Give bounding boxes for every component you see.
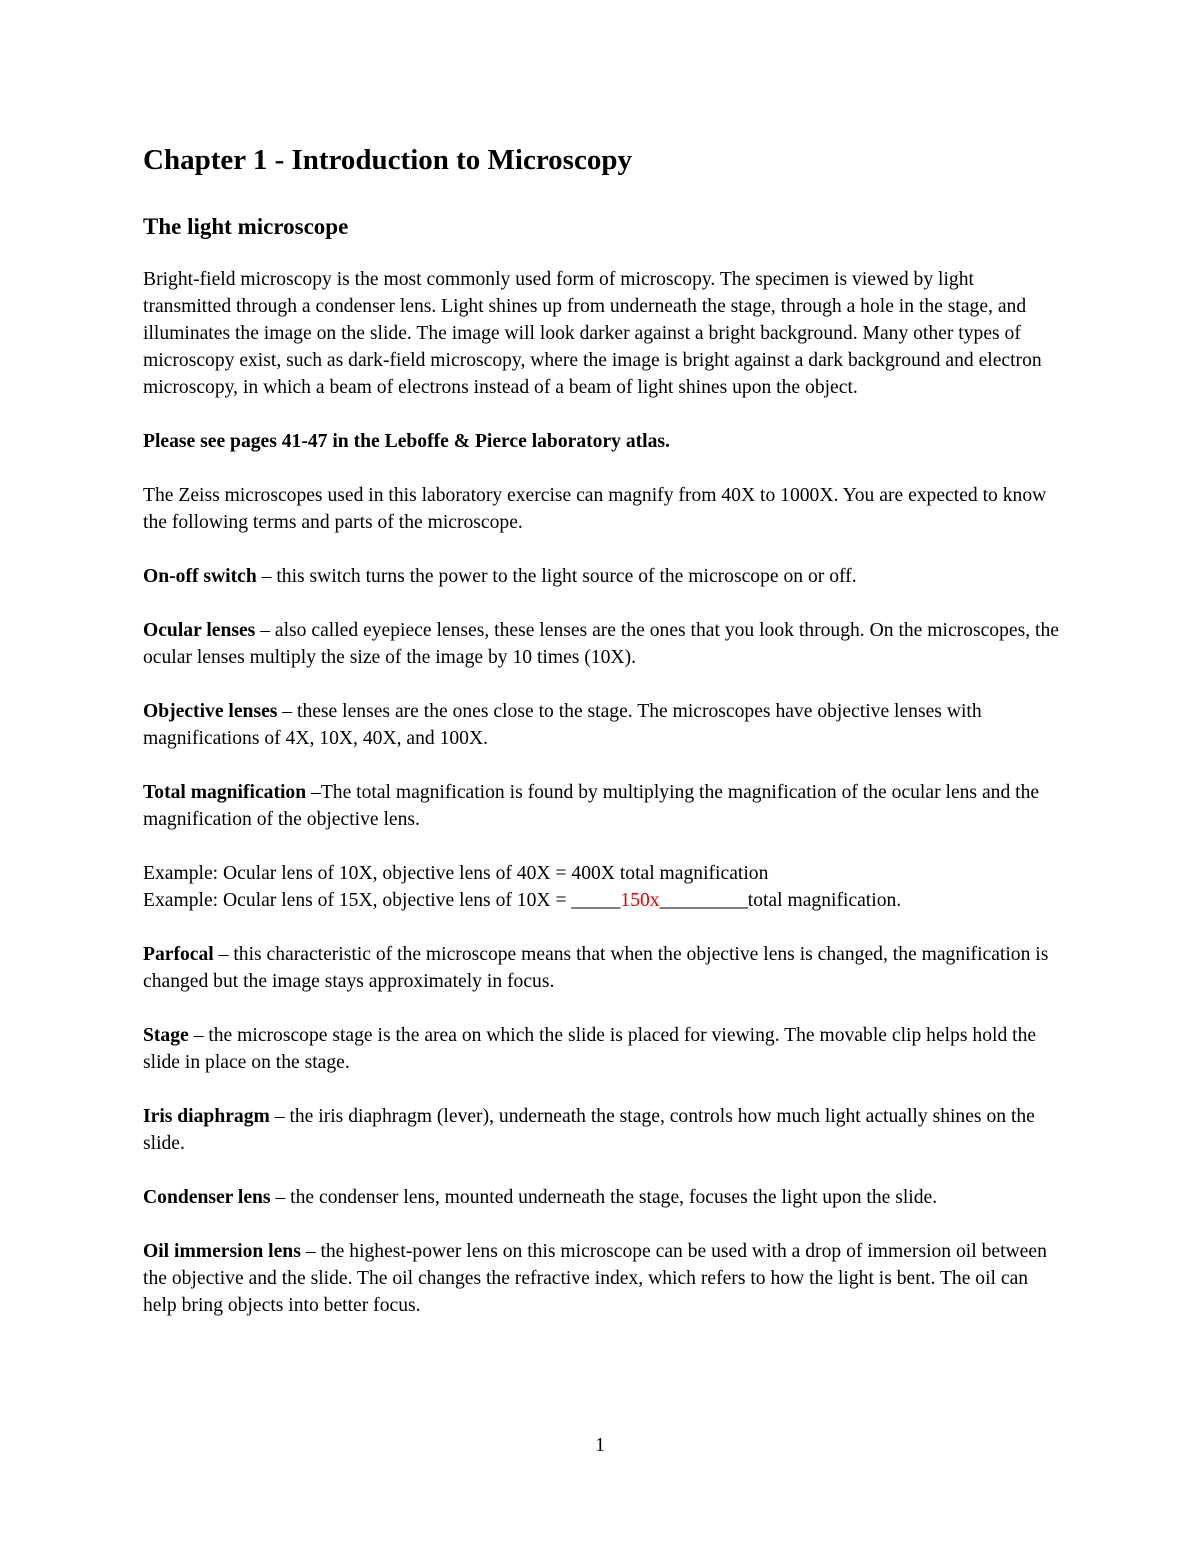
term-definition: – the microscope stage is the area on which the slide is placed for viewing. The movable clip helps hold the slide in place on the stage. [143, 1025, 1037, 1073]
term-iris-diaphragm [143, 1103, 1063, 1157]
term-definition: – this switch turns the power to the light source of the microscope on or off. [256, 566, 857, 587]
term-label: Stage [143, 1025, 189, 1046]
example-2-answer: 150x [620, 890, 660, 911]
term-parfocal [143, 941, 1063, 995]
atlas-note: Please see pages 41-47 in the Leboffe & Pierce laboratory atlas. [143, 431, 670, 452]
zeiss-paragraph: The Zeiss microscopes used in this laboratory exercise can magnify from 40X to 1000X. You are expected to know the following terms and parts of the microscope. [143, 485, 1047, 533]
term-label: Objective lenses [143, 701, 278, 722]
term-definition: – also called eyepiece lenses, these lenses are the ones that you look through. On the microscopes, the ocular lenses multiply the size of the image by 10 times (10X). [143, 620, 1059, 668]
term-condenser-lens [143, 1184, 1063, 1211]
term-definition: – these lenses are the ones close to the stage. The microscopes have objective lenses with magnifications of 4X, 10X, 40X, and 100X. [143, 701, 982, 749]
term-label: Oil immersion lens [143, 1241, 301, 1262]
term-ocular-lenses [143, 617, 1063, 671]
term-label: Parfocal [143, 944, 214, 965]
term-definition: – this characteristic of the microscope means that when the objective lens is changed, the magnification is changed but the image stays approximately in focus. [143, 944, 1049, 992]
example-1: Example: Ocular lens of 10X, objective lens of 40X = 400X total magnification [143, 863, 769, 884]
document-page [143, 140, 1063, 1346]
term-objective-lenses [143, 698, 1063, 752]
example-2-prefix: Example: Ocular lens of 15X, objective lens of 10X = _____ [143, 890, 621, 911]
example-2-suffix: _________total magnification. [659, 890, 902, 911]
term-definition: – the highest-power lens on this microscope can be used with a drop of immersion oil between the objective and the slide. The oil changes the refractive index, which refers to how the light is bent. The oil can help bring objects into better focus. [143, 1241, 1047, 1316]
term-total-magnification [143, 779, 1063, 833]
term-label: Total magnification [143, 782, 307, 803]
example-2 [143, 887, 1063, 914]
chapter-title: Chapter 1 - Introduction to Microscopy [143, 144, 632, 176]
term-label: Iris diaphragm [143, 1106, 270, 1127]
term-oil-immersion-lens [143, 1238, 1063, 1319]
term-label: Ocular lenses [143, 620, 256, 641]
term-onoff-switch [143, 563, 1063, 590]
page-number: 1 [595, 1435, 605, 1456]
term-definition: – the condenser lens, mounted underneath the stage, focuses the light upon the slide. [270, 1187, 938, 1208]
term-label: On-off switch [143, 566, 257, 587]
section-title: The light microscope [143, 214, 349, 239]
term-stage [143, 1022, 1063, 1076]
term-label: Condenser lens [143, 1187, 271, 1208]
term-definition: – the iris diaphragm (lever), underneath the stage, controls how much light actually shines on the slide. [143, 1106, 1035, 1154]
intro-paragraph: Bright-field microscopy is the most commonly used form of microscopy. The specimen is viewed by light transmitted through a condenser lens. Light shines up from underneath the stage, through a hole in the stage, and illuminates the image on the slide. The image will look darker against a bright background. Many other types of microscopy exist, such as dark-field microscopy, where the image is bright against a dark background and electron microscopy, in which a beam of electrons instead of a beam of light shines upon the object. [143, 269, 1042, 398]
term-definition: –The total magnification is found by multiplying the magnification of the ocular lens and the magnification of the objective lens. [143, 782, 1040, 830]
